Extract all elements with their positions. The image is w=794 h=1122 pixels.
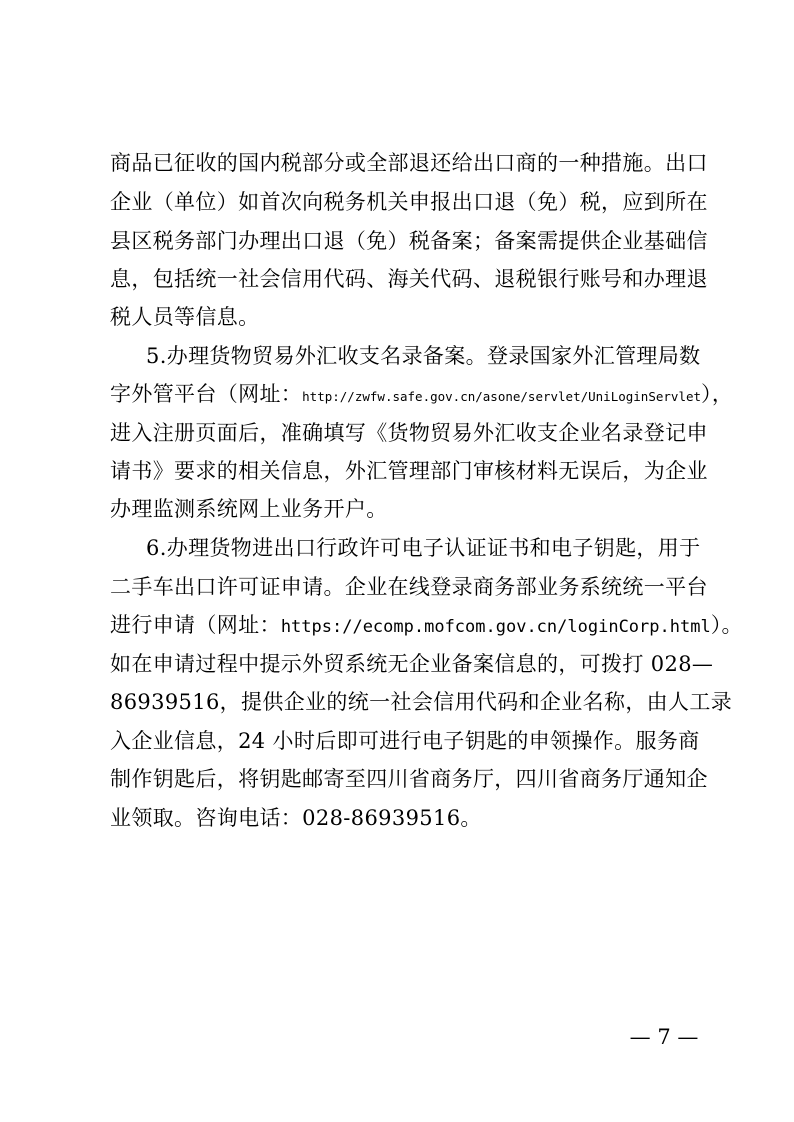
text-segment: 进行申请（网址： [110,613,281,637]
text-segment: ）， [701,382,734,406]
text-line: 如在申请过程中提示外贸系统无企业备案信息的，可拨打 028— [110,652,714,676]
text-line: 企业（单位）如首次向税务机关申报出口退（免）税，应到所在 [110,190,708,214]
text-line: 业领取。咨询电话：028-86939516。 [110,806,482,830]
text-segment: 字外管平台（网址： [110,382,303,406]
text-line: 税人员等信息。 [110,305,260,329]
item-5-heading-line: 5.办理货物贸易外汇收支名录备案。登录国家外汇管理局数 [146,344,701,368]
item-6-heading-line: 6.办理货物进出口行政许可电子认证证书和电子钥匙，用于 [146,536,701,560]
text-line: 入企业信息，24 小时后即可进行电子钥匙的申领操作。服务商 [110,729,700,753]
item-6-url-line [110,610,743,640]
text-line: 息，包括统一社会信用代码、海关代码、退税银行账号和办理退 [110,267,708,291]
page-number: — 7 — [629,1025,699,1049]
mofcom-url-link[interactable]: https://ecomp.mofcom.gov.cn/loginCorp.html [280,617,711,637]
text-line: 二手车出口许可证申请。企业在线登录商务部业务系统统一平台 [110,575,708,599]
text-segment: ）。 [710,613,743,637]
text-line: 进入注册页面后，准确填写《货物贸易外汇收支企业名录登记申 [110,421,708,445]
item-5-url-line [110,379,734,409]
text-line: 县区税务部门办理出口退（免）税备案；备案需提供企业基础信 [110,229,708,253]
safe-gov-url-link[interactable]: http://zwfw.safe.gov.cn/asone/servlet/UniLoginServlet [302,389,702,404]
text-line: 商品已征收的国内税部分或全部退还给出口商的一种措施。出口 [110,151,708,175]
text-line: 制作钥匙后，将钥匙邮寄至四川省商务厅，四川省商务厅通知企 [110,767,708,791]
text-line: 请书》要求的相关信息，外汇管理部门审核材料无误后，为企业 [110,459,708,483]
text-line: 86939516，提供企业的统一社会信用代码和企业名称，由人工录 [110,690,733,714]
text-line: 办理监测系统网上业务开户。 [110,497,388,521]
